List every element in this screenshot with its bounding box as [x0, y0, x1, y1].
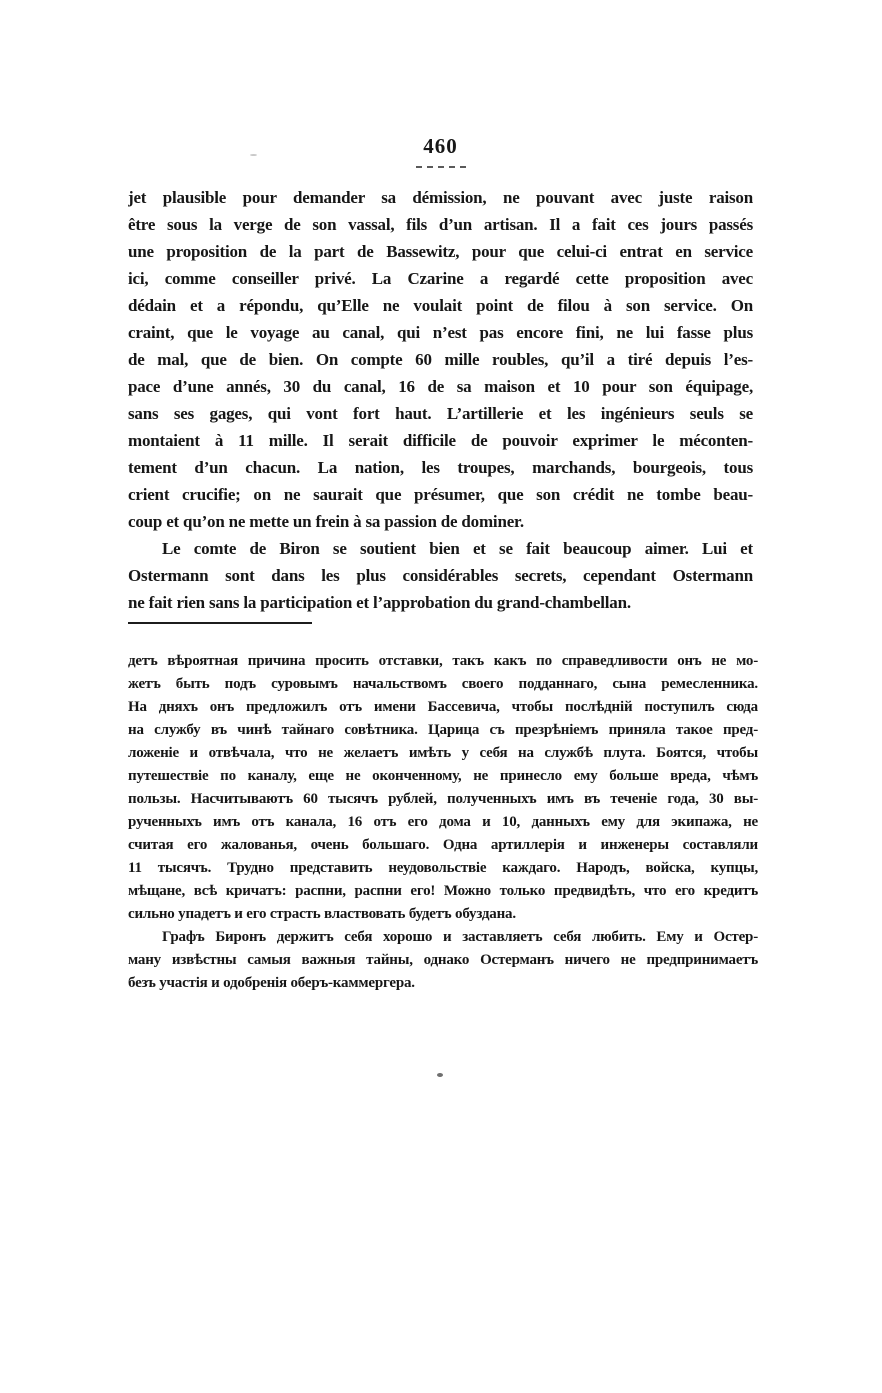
scan-speck — [250, 154, 257, 156]
footnote-line: сильно упадетъ и его страсть властвовать будетъ обуздана. — [128, 906, 516, 922]
text-line: sans ses gages, qui vont fort haut. L’artillerie et les ingénieurs seuls se — [128, 404, 753, 423]
text-line: pace d’une annés, 30 du canal, 16 de sa maison et 10 pour son équipage, — [128, 377, 753, 396]
page-number-dashes — [416, 166, 466, 168]
text-line: ne fait rien sans la participation et l’approbation du grand-chambellan. — [128, 593, 631, 612]
page-number: 460 — [423, 134, 458, 158]
text-line: être sous la verge de son vassal, fils d’un artisan. Il a fait ces jours passés — [128, 215, 753, 234]
footnote-line: Графъ Биронъ держитъ себя хорошо и заставляетъ себя любить. Ему и Остер- — [162, 929, 758, 945]
text-line: Le comte de Biron se soutient bien et se fait beaucoup aimer. Lui et — [162, 539, 753, 558]
footnote-line: мѣщане, всѣ кричатъ: распни, распни его! Можно только предвидѣть, что его кредитъ — [128, 883, 758, 899]
text-line: une proposition de la part de Bassewitz, pour que celui-ci entrat en service — [128, 242, 753, 261]
text-line: tement d’un chacun. La nation, les troupes, marchands, bourgeois, tous — [128, 458, 753, 477]
scan-speck — [437, 1073, 443, 1077]
text-line: ici, comme conseiller privé. La Czarine a regardé cette proposition avec — [128, 269, 753, 288]
footnote-line: считая его жалованья, очень большаго. Одна артиллерія и инженеры составляли — [128, 837, 758, 853]
footnote-line: На дняхъ онъ предложилъ отъ имени Бассевича, чтобы послѣдній поступилъ сюда — [128, 699, 758, 715]
footnote-line: безъ участія и одобренія оберъ-каммергера. — [128, 975, 415, 991]
text-line: dédain et a répondu, qu’Elle ne voulait point de filou à son service. On — [128, 296, 753, 315]
footnote-separator — [128, 622, 312, 624]
main-text-block — [128, 184, 753, 616]
footnote-line: путешествіе по каналу, еще не оконченному, не принесло ему больше вреда, чѣмъ — [128, 768, 758, 784]
text-line: de mal, que de bien. On compte 60 mille roubles, qu’il a tiré depuis l’es- — [128, 350, 753, 369]
footnote-line: жетъ быть подъ суровымъ начальствомъ своего подданнаго, сына ремесленника. — [128, 676, 758, 692]
text-line: crient crucifie; on ne saurait que présumer, que son crédit ne tombe beau- — [128, 485, 753, 504]
footnote-line: ложеніе и отвѣчала, что не желаетъ имѣть у себя на службѣ плута. Боятся, чтобы — [128, 745, 758, 761]
footnote-line: ману извѣстны самыя важныя тайны, однако Остерманъ ничего не предпринимаетъ — [128, 952, 758, 968]
footnote-line: рученныхъ имъ отъ канала, 16 отъ его дома и 10, данныхъ ему для экипажа, не — [128, 814, 758, 830]
text-line: jet plausible pour demander sa démission, ne pouvant avec juste raison — [128, 188, 753, 207]
footnote-line: пользы. Насчитываютъ 60 тысячъ рублей, полученныхъ имъ въ теченіе года, 30 вы- — [128, 791, 758, 807]
text-line: montaient à 11 mille. Il serait difficile de pouvoir exprimer le méconten- — [128, 431, 753, 450]
footnote-line: детъ вѣроятная причина просить отставки, такъ какъ по справедливости онъ не мо- — [128, 653, 758, 669]
text-line: craint, que le voyage au canal, qui n’est pas encore fini, ne lui fasse plus — [128, 323, 753, 342]
footnote-block — [128, 650, 758, 995]
footnote-line: на службу въ чинѣ тайнаго совѣтника. Царица съ презрѣніемъ приняла такое пред- — [128, 722, 758, 738]
text-line: Ostermann sont dans les plus considérables secrets, cependant Ostermann — [128, 566, 753, 585]
text-line: coup et qu’on ne mette un frein à sa passion de dominer. — [128, 512, 524, 531]
footnote-line: 11 тысячъ. Трудно представить неудовольствіе каждаго. Народъ, войска, купцы, — [128, 860, 758, 876]
page-number-rule — [128, 166, 753, 170]
